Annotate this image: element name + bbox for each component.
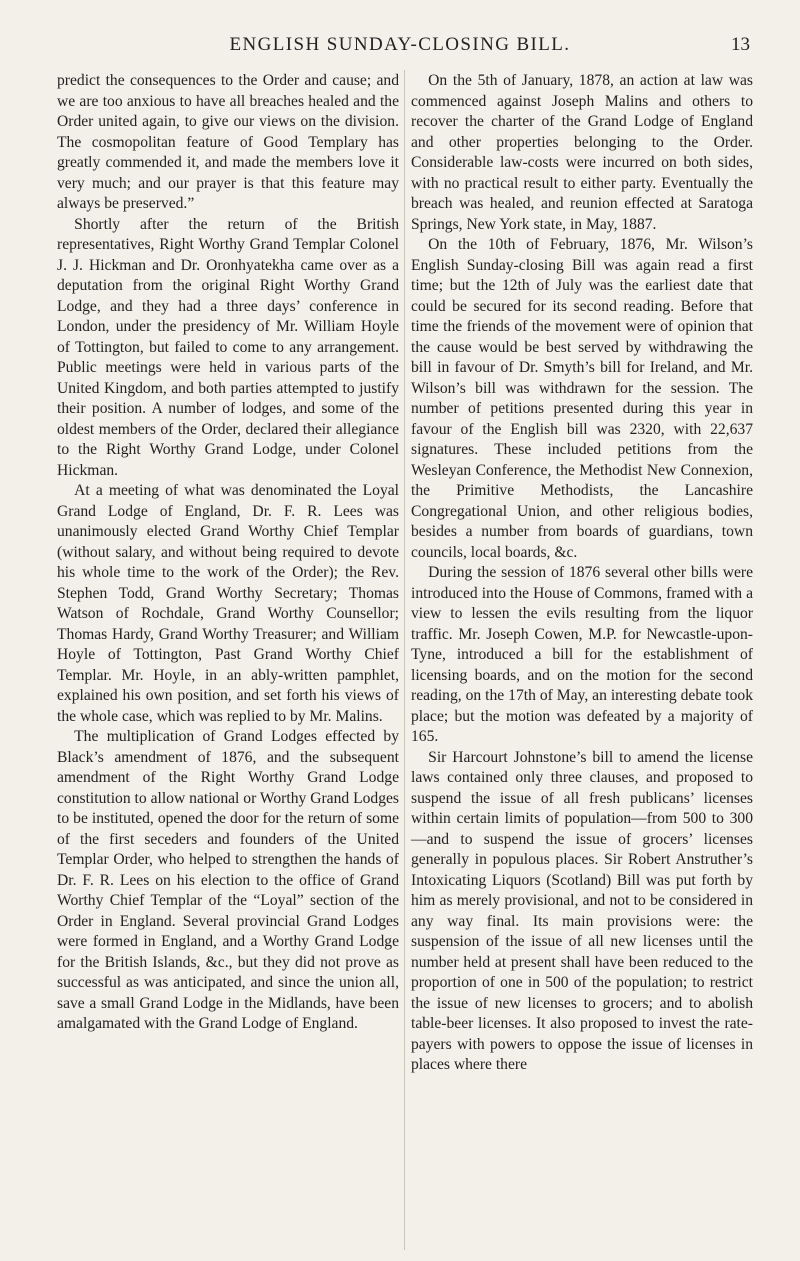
paragraph: At a meeting of what was denominated the Loyal Grand Lodge of England, Dr. F. R. Lees was unanimously elected Grand Worthy Chief Templar (without salary, and without being required to devote his whole time to the work of the Order); the Rev. Stephen Todd, Grand Worthy Secretary; Thomas Watson of Rochdale, Grand Worthy Counsellor; Thomas Hardy, Grand Worthy Treasurer; and William Hoyle of Tottington, Past Grand Worthy Chief Templar. Mr. Hoyle, in an ably-written pamphlet, explained his own position, and set forth his views of the whole case, which was replied to by Mr. Malins. xyxy=(57,482,399,725)
paragraph: Sir Harcourt Johnstone’s bill to amend the license laws contained only three clauses, and proposed to suspend the issue of all fresh publicans’ licenses within certain limits of population—from 500 to 300—and to suspend the issue of grocers’ licenses generally in populous places. Sir Robert Anstruther’s Intoxicating Liquors (Scotland) Bill was put forth by him as merely provisional, and not to be considered in any way final. Its main provisions were: the suspension of the issue of all new licenses until the number held at present shall have been reduced to the proportion of one in 500 of the population; to restrict the issue of new licenses to grocers; and to abolish table-beer licenses. It also proposed to invest the rate-payers with powers to oppose the issue of licenses in places where there xyxy=(411,748,753,1073)
running-header xyxy=(0,34,800,64)
right-column xyxy=(411,71,753,1076)
paragraph: predict the consequences to the Order and cause; and we are too anxious to have all breaches healed and the Order united again, to give our views on the division. The cosmopolitan feature of Good Templary has greatly commended it, and made the members love it very much; and our prayer is that this feature may always be preserved.” xyxy=(57,72,399,212)
page-number: 13 xyxy=(731,34,750,55)
column-divider xyxy=(404,70,405,1250)
page-title: ENGLISH SUNDAY-CLOSING BILL. xyxy=(229,34,571,55)
paragraph: On the 10th of February, 1876, Mr. Wilson’s English Sunday-closing Bill was again read a first time; but the 12th of July was the earliest date that could be secured for its second reading. Before that time the friends of the movement were of opinion that the cause would be best served by withdrawing the bill in favour of Dr. Smyth’s bill for Ireland, and Mr. Wilson’s bill was withdrawn for the session. The number of petitions presented during this year in favour of the English bill was 2320, with 22,637 signatures. These included petitions from the Wesleyan Conference, the Methodist New Connexion, the Primitive Methodists, the Lancashire Congregational Union, and other religious bodies, besides a number from boards of guardians, town councils, local boards, &c. xyxy=(411,236,753,561)
paragraph: The multiplication of Grand Lodges effected by Black’s amendment of 1876, and the subsequent amendment of the Right Worthy Grand Lodge constitution to allow national or Worthy Grand Lodges to be instituted, opened the door for the return of some of the first seceders and founders of the United Templar Order, who helped to strengthen the hands of Dr. F. R. Lees on his election to the office of Grand Worthy Chief Templar of the “Loyal” section of the Order in England. Several provincial Grand Lodges were formed in England, and a Worthy Grand Lodge for the British Islands, &c., but they did not prove as successful as was anticipated, and since the union all, save a small Grand Lodge in the Midlands, have been amalgamated with the Grand Lodge of England. xyxy=(57,728,399,1032)
paragraph: On the 5th of January, 1878, an action at law was commenced against Joseph Malins and others to recover the charter of the Grand Lodge of England and other properties belonging to the Order. Considerable law-costs were incurred on both sides, with no practical result to either party. Eventually the breach was healed, and reunion effected at Saratoga Springs, New York state, in May, 1887. xyxy=(411,72,753,233)
left-column xyxy=(57,71,399,1035)
paragraph: During the session of 1876 several other bills were introduced into the House of Commons, framed with a view to lessen the evils resulting from the liquor traffic. Mr. Joseph Cowen, M.P. for Newcastle-upon-Tyne, introduced a bill for the establishment of licensing boards, and on the motion for the second reading, on the 17th of May, an interesting debate took place; but the motion was defeated by a majority of 165. xyxy=(411,564,753,745)
paragraph: Shortly after the return of the British representatives, Right Worthy Grand Templar Colonel J. J. Hickman and Dr. Oronhyatekha came over as a deputation from the original Right Worthy Grand Lodge, and they had a three days’ conference in London, under the presidency of Mr. William Hoyle of Tottington, but failed to come to any arrangement. Public meetings were held in various parts of the United Kingdom, and both parties attempted to justify their position. A number of lodges, and some of the oldest members of the Order, declared their allegiance to the Right Worthy Grand Lodge, under Colonel Hickman. xyxy=(57,215,399,479)
